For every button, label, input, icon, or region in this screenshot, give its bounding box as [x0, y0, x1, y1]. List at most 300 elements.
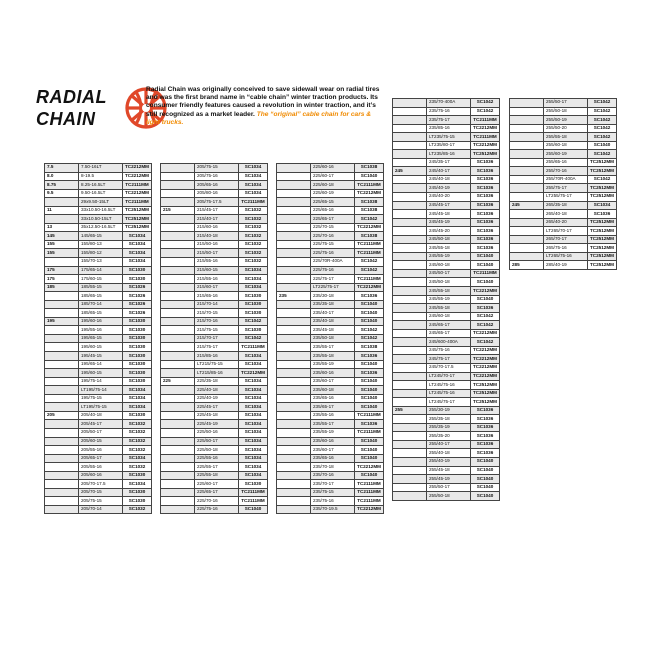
tire-width-cell: 285 — [510, 261, 544, 270]
table-row — [393, 363, 500, 372]
part-number-cell: SC1030 — [239, 300, 268, 309]
tire-width-cell: 195 — [45, 317, 79, 326]
tire-size-cell: 215/70-17 — [195, 334, 239, 343]
tire-width-cell — [393, 193, 427, 202]
tire-width-cell: 155 — [45, 249, 79, 258]
part-number-cell: TC2512MM — [588, 244, 617, 253]
part-number-cell: SC1034 — [239, 189, 268, 198]
tire-size-cell: 205/65-16 — [195, 181, 239, 190]
tire-width-cell — [161, 172, 195, 181]
part-number-cell: SC1040 — [471, 261, 500, 270]
table-row — [393, 124, 500, 133]
tire-size-cell: 215/70-16 — [195, 317, 239, 326]
part-number-cell: SC1032 — [123, 437, 152, 446]
part-number-cell: SC1038 — [355, 232, 384, 241]
tire-size-cell: 255/60-19 — [544, 150, 588, 159]
tire-size-cell: 245/75-16 — [427, 346, 471, 355]
part-number-cell: SC1042 — [471, 312, 500, 321]
part-number-cell: TC2111MM — [239, 488, 268, 497]
tire-size-cell: 235/65-17 — [311, 403, 355, 412]
part-number-cell: SC1040 — [471, 295, 500, 304]
tire-width-cell: 155 — [45, 240, 79, 249]
tire-size-cell: 195/55-16 — [79, 326, 123, 335]
tire-width-cell — [161, 471, 195, 480]
table-row — [45, 172, 152, 181]
part-number-cell: SC1040 — [471, 483, 500, 492]
tire-width-cell — [510, 158, 544, 167]
part-number-cell: SC1042 — [588, 107, 617, 116]
part-number-cell: SC1036 — [471, 415, 500, 424]
tire-size-cell: 265/75-16 — [544, 244, 588, 253]
table-row — [161, 394, 268, 403]
part-number-cell: SC1042 — [588, 133, 617, 142]
tire-width-cell — [510, 193, 544, 202]
tire-size-cell: 7.50-16LT — [79, 164, 123, 173]
part-number-cell: SC1034 — [123, 258, 152, 267]
tire-width-cell — [161, 215, 195, 224]
tire-size-cell: 255/65-16 — [544, 158, 588, 167]
part-number-cell: SC1034 — [123, 386, 152, 395]
intro-text-block — [146, 86, 386, 127]
part-number-cell: SC1040 — [471, 252, 500, 261]
part-number-cell: SC1042 — [471, 107, 500, 116]
table-row — [510, 261, 617, 270]
tire-width-cell — [393, 116, 427, 125]
tire-size-cell: 265/35-18 — [544, 201, 588, 210]
tire-size-cell: 225/55-18 — [195, 471, 239, 480]
tire-size-cell: 33x10.50-16.5LT — [79, 206, 123, 215]
part-number-cell: SC1030 — [123, 326, 152, 335]
tire-size-cell: 225/65-17 — [195, 488, 239, 497]
table-row — [161, 309, 268, 318]
tire-size-cell: 205/70-15 — [79, 488, 123, 497]
tire-size-cell: 205/75-16 — [195, 172, 239, 181]
tire-width-cell — [45, 343, 79, 352]
table-row — [393, 440, 500, 449]
tire-size-cell: 235/60-16 — [311, 369, 355, 378]
part-number-cell: SC1042 — [588, 124, 617, 133]
table-row — [161, 428, 268, 437]
table-row — [393, 201, 500, 210]
table-row — [510, 235, 617, 244]
table-row — [45, 275, 152, 284]
table-row — [393, 312, 500, 321]
tire-width-cell — [393, 244, 427, 253]
tire-size-cell: 225/50-17 — [195, 437, 239, 446]
tire-size-cell: 245/45-18 — [427, 210, 471, 219]
tire-width-cell: 225 — [161, 377, 195, 386]
tire-width-cell — [277, 403, 311, 412]
tire-size-cell: LT245/75-17 — [427, 398, 471, 407]
part-number-cell: TC2212MM — [471, 287, 500, 296]
table-row — [393, 269, 500, 278]
part-number-cell: SC1030 — [123, 352, 152, 361]
table-row — [45, 352, 152, 361]
tire-size-cell: 35x12.50-16.5LT — [79, 223, 123, 232]
tire-width-cell — [277, 317, 311, 326]
tire-size-cell: 225/60-16 — [311, 164, 355, 173]
part-number-cell: TC2212MM — [355, 223, 384, 232]
tire-width-cell — [393, 483, 427, 492]
part-number-cell: TC2512MM — [588, 252, 617, 261]
part-number-cell: SC1032 — [123, 428, 152, 437]
table-row — [161, 215, 268, 224]
table-row — [277, 428, 384, 437]
table-row — [277, 215, 384, 224]
tire-size-cell: 245/45-19 — [427, 218, 471, 227]
logo-word-radial: RADIAL — [36, 87, 107, 107]
part-number-cell: SC1034 — [239, 275, 268, 284]
table-row — [510, 150, 617, 159]
part-number-cell: SC1040 — [355, 360, 384, 369]
part-number-cell: SC1038 — [355, 206, 384, 215]
tire-size-cell: 235/35-18 — [311, 300, 355, 309]
tire-size-cell: 235/65-16 — [311, 454, 355, 463]
part-number-cell: SC1040 — [355, 300, 384, 309]
table-row — [393, 406, 500, 415]
tire-width-cell — [45, 480, 79, 489]
tire-size-cell: 225/60-17 — [311, 172, 355, 181]
tire-width-cell — [161, 428, 195, 437]
tire-size-cell: 245/75-17 — [427, 355, 471, 364]
part-number-cell: SC1032 — [239, 206, 268, 215]
table-row — [45, 411, 152, 420]
tire-width-cell — [393, 440, 427, 449]
tire-size-cell: 225/60-19 — [311, 189, 355, 198]
table-row — [393, 466, 500, 475]
table-row — [393, 415, 500, 424]
tire-size-cell: 235/30-18 — [311, 292, 355, 301]
tire-width-cell: 215 — [161, 206, 195, 215]
table-row — [393, 252, 500, 261]
table-row — [277, 411, 384, 420]
part-number-cell: TC2212MM — [355, 463, 384, 472]
table-row — [45, 394, 152, 403]
tire-size-cell: 245/65-17 — [427, 329, 471, 338]
table-row — [45, 343, 152, 352]
tire-width-cell — [393, 329, 427, 338]
tire-width-cell — [45, 428, 79, 437]
tire-size-cell: 235/45-18 — [311, 326, 355, 335]
table-row — [393, 389, 500, 398]
table-row — [161, 181, 268, 190]
table-row — [45, 258, 152, 267]
table-row — [277, 164, 384, 173]
table-row — [161, 198, 268, 207]
tire-width-cell — [393, 449, 427, 458]
table-row — [393, 218, 500, 227]
tire-width-cell — [45, 386, 79, 395]
tire-width-cell — [393, 415, 427, 424]
tire-width-cell — [277, 240, 311, 249]
tire-size-cell: LT235/80-17 — [427, 141, 471, 150]
table-row — [277, 471, 384, 480]
table-row — [45, 505, 152, 514]
part-number-cell: SC1036 — [588, 210, 617, 219]
tire-width-cell — [277, 463, 311, 472]
table-row — [45, 480, 152, 489]
part-number-cell: SC1040 — [355, 309, 384, 318]
table-row — [277, 343, 384, 352]
part-number-cell: TC2212MM — [471, 372, 500, 381]
tire-width-cell — [45, 377, 79, 386]
tire-size-cell: 225/65-17 — [311, 215, 355, 224]
part-number-cell: SC1042 — [471, 338, 500, 347]
tire-width-cell — [277, 172, 311, 181]
table-row — [277, 189, 384, 198]
tire-size-cell: 245/55-19 — [427, 252, 471, 261]
tire-size-cell: 235/55-16 — [311, 411, 355, 420]
tire-width-cell — [510, 133, 544, 142]
tire-size-cell: LT215/85-16 — [195, 369, 239, 378]
table-row — [393, 492, 500, 501]
tire-width-cell — [393, 175, 427, 184]
table-row — [161, 437, 268, 446]
tire-width-cell — [161, 181, 195, 190]
part-number-cell: TC2512MM — [588, 227, 617, 236]
tire-size-cell: LT255/75-17 — [544, 193, 588, 202]
tire-width-cell — [277, 249, 311, 258]
tire-width-cell — [277, 505, 311, 514]
tire-size-cell: 235/70-18 — [311, 463, 355, 472]
tire-width-cell: 8.75 — [45, 181, 79, 190]
part-number-cell: SC1042 — [239, 334, 268, 343]
tire-size-cell: LT245/70-17 — [427, 372, 471, 381]
tire-width-cell — [277, 420, 311, 429]
part-number-cell: SC1030 — [123, 266, 152, 275]
tire-width-cell — [277, 437, 311, 446]
tire-width-cell — [277, 446, 311, 455]
tire-width-cell — [277, 360, 311, 369]
tire-width-cell: 8.0 — [45, 172, 79, 181]
tire-width-cell — [393, 475, 427, 484]
table-row — [45, 377, 152, 386]
table-row — [161, 266, 268, 275]
part-number-cell: SC1040 — [471, 492, 500, 501]
tire-width-cell — [393, 235, 427, 244]
table-row — [161, 223, 268, 232]
table-row — [161, 164, 268, 173]
tire-width-cell — [161, 223, 195, 232]
tire-size-cell: 215/55-16 — [195, 258, 239, 267]
tire-size-cell: 205/75-15 — [79, 497, 123, 506]
tire-width-cell — [161, 437, 195, 446]
table-row — [393, 158, 500, 167]
part-number-cell: TC2111MM — [355, 480, 384, 489]
table-row — [277, 206, 384, 215]
tire-width-cell — [45, 309, 79, 318]
table-row — [393, 457, 500, 466]
tire-size-cell: 225/35-18 — [195, 377, 239, 386]
tire-size-cell: 175/60-15 — [79, 275, 123, 284]
part-number-cell: SC1030 — [123, 317, 152, 326]
tire-width-cell — [161, 420, 195, 429]
tire-size-cell: 225/75-15 — [311, 240, 355, 249]
tire-size-cell: 235/65-16 — [311, 394, 355, 403]
tire-width-cell — [45, 292, 79, 301]
table-row — [510, 107, 617, 116]
part-number-cell: SC1036 — [355, 369, 384, 378]
tire-size-cell: 235/50-18 — [311, 334, 355, 343]
tire-size-cell: 8.25-16.5LT — [79, 181, 123, 190]
tire-size-cell: 225/55-17 — [195, 463, 239, 472]
tire-size-cell: 225/50-16 — [195, 428, 239, 437]
tire-width-cell — [393, 158, 427, 167]
tire-size-cell: 215/70-14 — [195, 300, 239, 309]
part-number-cell: SC1036 — [471, 440, 500, 449]
table-row — [393, 184, 500, 193]
tire-width-cell — [277, 377, 311, 386]
tire-width-cell — [45, 300, 79, 309]
part-number-cell: SC1026 — [123, 283, 152, 292]
tire-size-cell: 245/55-18 — [427, 304, 471, 313]
tire-width-cell — [393, 201, 427, 210]
tire-width-cell — [393, 321, 427, 330]
tire-width-cell — [161, 249, 195, 258]
tire-size-cell: 225/45-18 — [195, 411, 239, 420]
tire-width-cell — [161, 463, 195, 472]
table-row — [277, 386, 384, 395]
part-number-cell: SC1034 — [239, 437, 268, 446]
table-row — [161, 343, 268, 352]
tire-size-cell: 225/60-17 — [195, 480, 239, 489]
tire-width-cell — [277, 258, 311, 267]
part-number-cell: SC1034 — [239, 164, 268, 173]
tire-size-cell: 255/50-19 — [544, 116, 588, 125]
tire-width-cell — [510, 227, 544, 236]
tire-width-cell — [510, 141, 544, 150]
table-row — [277, 454, 384, 463]
tire-width-cell — [161, 283, 195, 292]
table-row — [277, 437, 384, 446]
part-number-cell: TC2512MM — [123, 223, 152, 232]
tire-size-cell: 215/85-16 — [195, 352, 239, 361]
tire-width-cell — [161, 488, 195, 497]
tire-width-cell — [393, 261, 427, 270]
part-number-cell: SC1034 — [239, 181, 268, 190]
part-number-cell: SC1034 — [239, 463, 268, 472]
tire-width-cell — [393, 312, 427, 321]
part-number-cell: TC2111MM — [355, 497, 384, 506]
part-number-cell: SC1034 — [123, 403, 152, 412]
tire-width-cell — [393, 355, 427, 364]
tire-size-cell: 235/55-19 — [311, 428, 355, 437]
part-number-cell: SC1030 — [123, 275, 152, 284]
table-row — [45, 471, 152, 480]
part-number-cell: SC1040 — [355, 386, 384, 395]
part-number-cell: SC1038 — [355, 164, 384, 173]
part-number-cell: SC1036 — [471, 235, 500, 244]
table-row — [161, 488, 268, 497]
tire-width-cell — [510, 218, 544, 227]
tire-width-cell — [45, 463, 79, 472]
part-number-cell: SC1032 — [123, 446, 152, 455]
table-row — [161, 369, 268, 378]
part-number-cell: SC1038 — [355, 198, 384, 207]
part-number-cell: SC1034 — [239, 420, 268, 429]
part-number-cell: SC1030 — [239, 292, 268, 301]
tire-width-cell — [277, 275, 311, 284]
table-row — [510, 99, 617, 108]
tire-width-cell — [161, 309, 195, 318]
tire-size-cell: 245/45-20 — [427, 227, 471, 236]
tire-width-cell — [161, 369, 195, 378]
tire-width-cell — [393, 423, 427, 432]
table-row — [277, 488, 384, 497]
part-number-cell: TC2512MM — [588, 235, 617, 244]
tire-size-cell: 235/75-17 — [427, 116, 471, 125]
tire-width-cell — [393, 295, 427, 304]
size-table-1 — [44, 163, 152, 514]
part-number-cell: SC1034 — [123, 454, 152, 463]
tire-width-cell — [45, 446, 79, 455]
part-number-cell: SC1026 — [123, 309, 152, 318]
part-number-cell: SC1040 — [471, 466, 500, 475]
tire-size-cell: 235/70-400A — [427, 99, 471, 108]
tire-width-cell — [45, 488, 79, 497]
part-number-cell: SC1032 — [239, 258, 268, 267]
tire-width-cell — [45, 437, 79, 446]
part-number-cell: TC2512MM — [471, 398, 500, 407]
part-number-cell: SC1036 — [471, 432, 500, 441]
tire-width-cell — [393, 466, 427, 475]
tire-size-cell: 245/60-18 — [427, 261, 471, 270]
tire-width-cell — [277, 369, 311, 378]
tire-width-cell — [510, 235, 544, 244]
tire-width-cell — [161, 292, 195, 301]
table-row — [45, 240, 152, 249]
tire-size-cell: 225/60-18 — [311, 181, 355, 190]
size-table-3 — [276, 163, 384, 514]
table-row — [45, 198, 152, 207]
tire-size-cell: 155/80-13 — [79, 240, 123, 249]
part-number-cell: SC1030 — [123, 377, 152, 386]
tire-width-cell — [510, 175, 544, 184]
table-row — [45, 488, 152, 497]
tire-width-cell — [393, 372, 427, 381]
table-row — [393, 381, 500, 390]
tire-size-cell: 205/50-17 — [79, 428, 123, 437]
tire-size-cell: 265/70-17 — [544, 235, 588, 244]
table-row — [277, 198, 384, 207]
table-row — [161, 403, 268, 412]
tire-size-cell: 245/65-17 — [427, 321, 471, 330]
tire-width-cell — [277, 488, 311, 497]
tire-size-cell: 195/60-15 — [79, 343, 123, 352]
part-number-cell: TC2111MM — [471, 133, 500, 142]
table-row — [393, 432, 500, 441]
table-row — [393, 475, 500, 484]
table-row — [161, 411, 268, 420]
part-number-cell: SC1032 — [239, 249, 268, 258]
tire-width-cell — [277, 300, 311, 309]
tire-size-cell: LT265/75-16 — [544, 252, 588, 261]
tire-size-cell: 205/75-15 — [195, 164, 239, 173]
tire-width-cell — [161, 497, 195, 506]
tire-size-cell: 245/55-18 — [427, 244, 471, 253]
tire-size-cell: 235/70-19.5 — [311, 505, 355, 514]
tire-size-cell: LT215/75-15 — [195, 360, 239, 369]
part-number-cell: TC2111MM — [355, 428, 384, 437]
part-number-cell: SC1036 — [471, 193, 500, 202]
logo-word-chain: CHAIN — [36, 109, 96, 129]
part-number-cell: SC1042 — [355, 326, 384, 335]
part-number-cell: TC2111MM — [355, 240, 384, 249]
table-row — [161, 283, 268, 292]
tire-size-cell: 215/60-16 — [195, 223, 239, 232]
table-row — [393, 261, 500, 270]
tire-size-cell: 215/70-15 — [195, 309, 239, 318]
